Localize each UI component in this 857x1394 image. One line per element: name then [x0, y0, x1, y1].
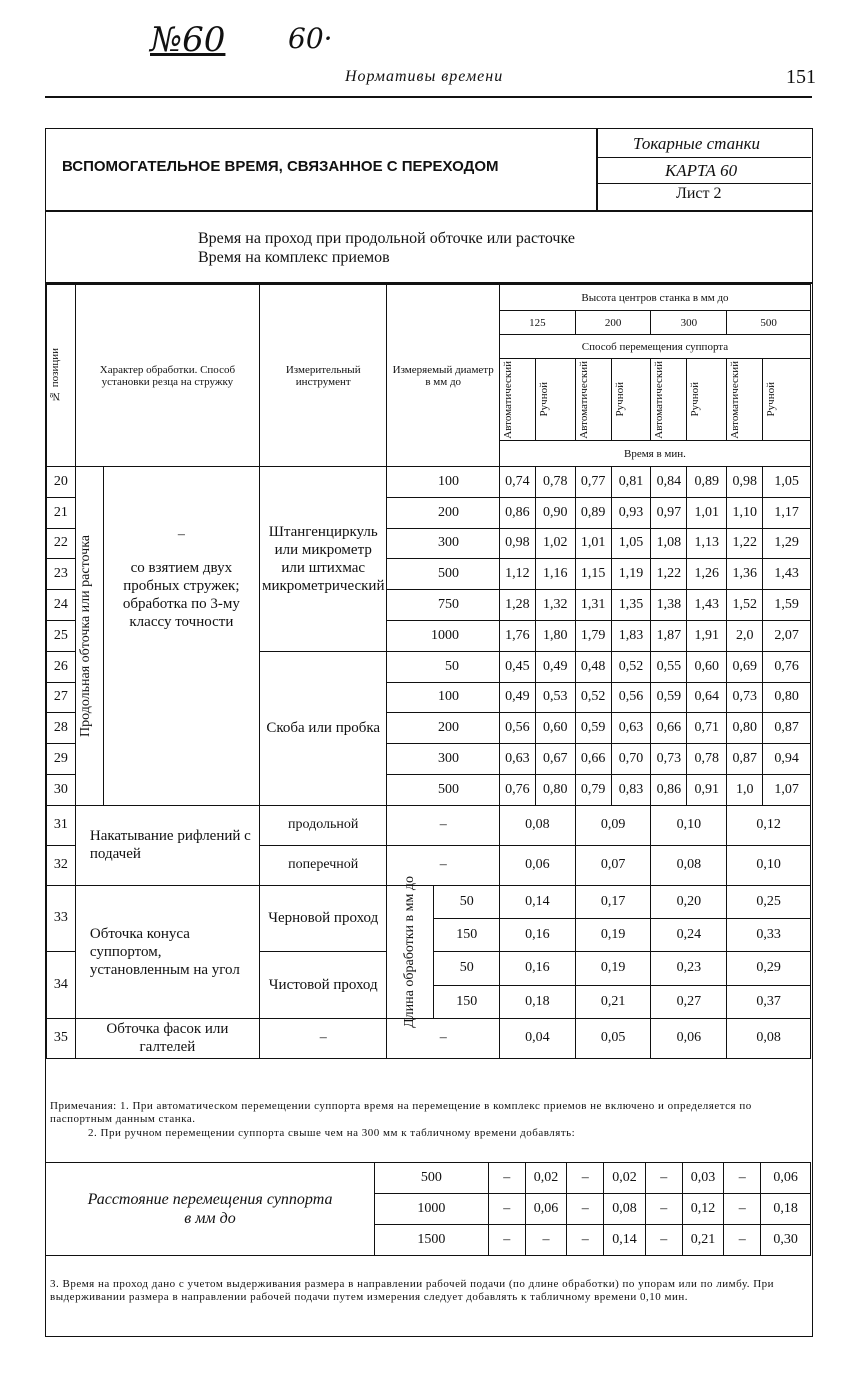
position-number: 22	[47, 528, 76, 559]
time-value: 0,63	[611, 713, 651, 744]
time-unit: Время в мин.	[499, 441, 810, 467]
time-value: 0,07	[575, 845, 651, 885]
time-value: –	[645, 1194, 682, 1225]
category-rule	[598, 157, 811, 158]
time-value: 0,78	[687, 744, 727, 775]
time-value: 0,19	[575, 918, 651, 951]
time-value: 2,0	[727, 620, 763, 651]
col-pos-header: № позиции	[47, 285, 76, 467]
time-value: 0,37	[727, 985, 811, 1018]
note-3: 3. Время на проход дано с учетом выдерживания размера в направлении рабочей подачи (по длине обработки) по упорам или по лимбу. При выдерживании размера в направлении рабочей подачи путем измерения следует добавлять к табличному времени 0,10 мин.	[50, 1278, 775, 1303]
diameter-value: 50	[387, 651, 499, 682]
time-value: 0,53	[535, 682, 575, 713]
time-value: 1,05	[763, 467, 811, 498]
time-value: 1,38	[651, 590, 687, 621]
time-value: 1,83	[611, 620, 651, 651]
heights-title: Высота центров станка в мм до	[499, 285, 810, 311]
title-bottom-rule	[45, 210, 812, 212]
table-row	[47, 467, 811, 498]
time-value: 0,29	[727, 951, 811, 985]
time-value: 1,32	[535, 590, 575, 621]
extra-label: Расстояние перемещения суппорта в мм до	[46, 1163, 375, 1256]
time-value: 1,0	[727, 774, 763, 805]
time-value: –	[567, 1163, 604, 1194]
position-number: 34	[47, 951, 76, 1018]
time-value: 0,30	[761, 1225, 811, 1256]
height-500: 500	[727, 311, 811, 335]
time-value: 0,16	[499, 918, 575, 951]
card-number: КАРТА 60	[665, 161, 738, 180]
group4-label: Обточка фасок или галтелей	[75, 1018, 259, 1058]
group3-rough-pass: Черновой проход	[259, 885, 387, 951]
page-number: 151	[786, 66, 816, 88]
position-number: 24	[47, 590, 76, 621]
method-auto-300: Автоматический	[651, 359, 687, 441]
distance-value: 1000	[375, 1194, 489, 1225]
extra-table	[46, 1162, 811, 1256]
time-value: –	[724, 1163, 761, 1194]
method-title: Способ перемещения суппорта	[499, 335, 810, 359]
header-rule	[45, 96, 812, 98]
time-value: 1,43	[763, 559, 811, 590]
time-value: –	[525, 1225, 566, 1256]
time-value: 0,08	[651, 845, 727, 885]
length-label: Длина обработки в мм до	[402, 875, 418, 1028]
diameter-value: 500	[387, 559, 499, 590]
diameter-value: –	[387, 845, 499, 885]
time-value: 0,69	[727, 651, 763, 682]
time-value: 1,10	[727, 497, 763, 528]
time-value: 0,79	[575, 774, 611, 805]
time-value: 1,80	[535, 620, 575, 651]
time-value: 0,08	[499, 805, 575, 845]
position-number: 33	[47, 885, 76, 951]
diameter-value: –	[387, 1018, 499, 1058]
time-value: 0,06	[761, 1163, 811, 1194]
position-number: 23	[47, 559, 76, 590]
card-number-rule	[598, 183, 811, 184]
method-auto-200: Автоматический	[575, 359, 611, 441]
time-value: 1,28	[499, 590, 535, 621]
time-value: 0,90	[535, 497, 575, 528]
time-value: 0,94	[763, 744, 811, 775]
time-value: 1,29	[763, 528, 811, 559]
time-value: 0,87	[763, 713, 811, 744]
time-value: 0,56	[611, 682, 651, 713]
time-value: 0,14	[499, 885, 575, 918]
sheet-number: Лист 2	[676, 185, 722, 202]
time-value: 0,81	[611, 467, 651, 498]
group2-feed-type: поперечной	[259, 845, 387, 885]
time-value: 0,33	[727, 918, 811, 951]
position-number: 25	[47, 620, 76, 651]
time-value: 0,25	[727, 885, 811, 918]
diameter-value: 300	[387, 528, 499, 559]
time-value: 0,76	[763, 651, 811, 682]
time-value: 0,97	[651, 497, 687, 528]
time-value: 0,48	[575, 651, 611, 682]
col-instrument-header: Измерительный инструмент	[259, 285, 387, 467]
time-value: 1,43	[687, 590, 727, 621]
diameter-value: 500	[387, 774, 499, 805]
time-value: 0,18	[499, 985, 575, 1018]
group1-instrument-a: Штангенциркуль или микрометр или штихмас микрометрический	[259, 467, 387, 652]
subtitle-pass: Время на проход при продольной обточке или расточке	[198, 230, 575, 247]
time-value: 0,87	[727, 744, 763, 775]
diameter-value: 100	[387, 467, 499, 498]
table-row	[47, 805, 811, 845]
time-value: 1,08	[651, 528, 687, 559]
card-title: ВСПОМОГАТЕЛЬНОЕ ВРЕМЯ, СВЯЗАННОЕ С ПЕРЕХОДОМ	[62, 158, 499, 175]
time-value: 0,14	[604, 1225, 645, 1256]
time-value: 1,15	[575, 559, 611, 590]
handwritten-card-number: №60	[150, 20, 226, 60]
position-number: 32	[47, 845, 76, 885]
time-value: 0,67	[535, 744, 575, 775]
time-value: 0,78	[535, 467, 575, 498]
time-value: 0,49	[499, 682, 535, 713]
time-value: 0,83	[611, 774, 651, 805]
time-value: 1,79	[575, 620, 611, 651]
table-row	[47, 885, 811, 918]
time-value: 2,07	[763, 620, 811, 651]
time-value: –	[488, 1194, 525, 1225]
group3-length-cell	[387, 875, 499, 1028]
col-diameter-header: Измеряемый диаметр в мм до	[387, 285, 499, 467]
time-value: 0,66	[575, 744, 611, 775]
length-value: 150	[456, 993, 478, 1009]
diameter-value: 300	[387, 744, 499, 775]
table-row	[47, 1018, 811, 1058]
time-value: 0,17	[575, 885, 651, 918]
diameter-value: 200	[387, 713, 499, 744]
time-value: –	[488, 1163, 525, 1194]
height-300: 300	[651, 311, 727, 335]
time-value: 1,17	[763, 497, 811, 528]
time-value: 0,60	[687, 651, 727, 682]
time-value: 0,08	[604, 1194, 645, 1225]
time-value: 0,63	[499, 744, 535, 775]
diameter-value: 100	[387, 682, 499, 713]
group2-feed-type: продольной	[259, 805, 387, 845]
time-value: 0,06	[499, 845, 575, 885]
time-value: –	[724, 1225, 761, 1256]
running-title: Нормативы времени	[345, 68, 504, 85]
time-value: 0,08	[727, 1018, 811, 1058]
time-value: 0,86	[499, 497, 535, 528]
length-value: 50	[434, 886, 498, 919]
time-value: 0,27	[651, 985, 727, 1018]
time-value: 1,87	[651, 620, 687, 651]
time-value: 1,26	[687, 559, 727, 590]
group2-label: Накатывание рифлений с подачей	[75, 805, 259, 885]
time-value: 0,59	[651, 682, 687, 713]
instrument-value: –	[259, 1018, 387, 1058]
time-value: 1,52	[727, 590, 763, 621]
group1-instrument-b: Скоба или пробка	[259, 651, 387, 805]
time-value: –	[645, 1225, 682, 1256]
time-value: 1,01	[575, 528, 611, 559]
time-value: 0,04	[499, 1018, 575, 1058]
time-value: 0,74	[499, 467, 535, 498]
method-manual-300: Ручной	[687, 359, 727, 441]
time-value: 0,55	[651, 651, 687, 682]
method-manual-500: Ручной	[763, 359, 811, 441]
time-value: 0,21	[682, 1225, 723, 1256]
time-value: 1,31	[575, 590, 611, 621]
diameter-value: –	[387, 805, 499, 845]
length-value: 50	[434, 952, 498, 985]
method-manual-125: Ручной	[535, 359, 575, 441]
time-value: 1,59	[763, 590, 811, 621]
col-character-header: Характер обработки. Способ установки резца на стружку	[75, 285, 259, 467]
diameter-value: 1000	[387, 620, 499, 651]
time-value: 0,98	[499, 528, 535, 559]
time-value: 0,21	[575, 985, 651, 1018]
main-table	[46, 284, 811, 1059]
group3-finish-pass: Чистовой проход	[259, 951, 387, 1018]
time-value: 1,22	[727, 528, 763, 559]
method-auto-500: Автоматический	[727, 359, 763, 441]
time-value: 0,86	[651, 774, 687, 805]
time-value: 0,06	[651, 1018, 727, 1058]
time-value: 0,59	[575, 713, 611, 744]
method-manual-200: Ручной	[611, 359, 651, 441]
time-value: –	[488, 1225, 525, 1256]
time-value: –	[567, 1225, 604, 1256]
time-value: 1,02	[535, 528, 575, 559]
time-value: 0,60	[535, 713, 575, 744]
position-number: 28	[47, 713, 76, 744]
time-value: –	[645, 1163, 682, 1194]
group2-body	[47, 805, 811, 885]
time-value: 0,12	[727, 805, 811, 845]
time-value: 1,16	[535, 559, 575, 590]
time-value: 0,84	[651, 467, 687, 498]
time-value: 0,98	[727, 467, 763, 498]
time-value: 0,02	[525, 1163, 566, 1194]
note-2: 2. При ручном перемещении суппорта свыше чем на 300 мм к табличному времени добавлять:	[88, 1127, 576, 1139]
position-number: 30	[47, 774, 76, 805]
diameter-value: 200	[387, 497, 499, 528]
time-value: 0,05	[575, 1018, 651, 1058]
time-value: 0,02	[604, 1163, 645, 1194]
time-value: 1,76	[499, 620, 535, 651]
time-value: –	[724, 1194, 761, 1225]
position-number: 29	[47, 744, 76, 775]
time-value: 0,93	[611, 497, 651, 528]
time-value: 0,03	[682, 1163, 723, 1194]
time-value: 0,10	[727, 845, 811, 885]
time-value: 0,91	[687, 774, 727, 805]
length-value: 150	[434, 919, 498, 952]
group4-body	[47, 1018, 811, 1058]
group3-body	[47, 875, 811, 1028]
time-value: 0,19	[575, 951, 651, 985]
time-value: 0,73	[727, 682, 763, 713]
distance-value: 1500	[375, 1225, 489, 1256]
time-value: 0,52	[611, 651, 651, 682]
time-value: 0,89	[575, 497, 611, 528]
time-value: 0,18	[761, 1194, 811, 1225]
note-1: Примечания: 1. При автоматическом перемещении суппорта время на перемещение в комплекс приемов не включено и определяется по паспортным данным станка.	[50, 1100, 752, 1125]
time-value: 0,66	[651, 713, 687, 744]
time-value: 0,49	[535, 651, 575, 682]
time-value: –	[567, 1194, 604, 1225]
time-value: 1,19	[611, 559, 651, 590]
time-value: 1,01	[687, 497, 727, 528]
time-value: 0,45	[499, 651, 535, 682]
time-value: 0,12	[682, 1194, 723, 1225]
height-200: 200	[575, 311, 651, 335]
distance-value: 500	[375, 1163, 489, 1194]
time-value: 0,76	[499, 774, 535, 805]
time-value: 1,91	[687, 620, 727, 651]
group1-character: – со взятием двух пробных стружек; обработка по 3-му классу точности	[103, 467, 259, 806]
diameter-value: 750	[387, 590, 499, 621]
height-125: 125	[499, 311, 575, 335]
title-divider-v	[596, 128, 598, 210]
table-row	[46, 1163, 811, 1194]
time-value: 0,16	[499, 951, 575, 985]
position-number: 27	[47, 682, 76, 713]
time-value: 0,73	[651, 744, 687, 775]
position-number: 35	[47, 1018, 76, 1058]
time-value: 1,07	[763, 774, 811, 805]
time-value: 0,09	[575, 805, 651, 845]
time-value: 1,12	[499, 559, 535, 590]
position-number: 20	[47, 467, 76, 498]
time-value: 0,77	[575, 467, 611, 498]
time-value: 0,20	[651, 885, 727, 918]
time-value: 0,80	[727, 713, 763, 744]
subtitle-complex: Время на комплекс приемов	[198, 249, 390, 266]
group1-side-label: Продольная обточка или расточка	[75, 467, 103, 806]
time-value: 1,22	[651, 559, 687, 590]
card-category: Токарные станки	[633, 134, 761, 153]
time-value: 0,70	[611, 744, 651, 775]
time-value: 0,80	[535, 774, 575, 805]
method-auto-125: Автоматический	[499, 359, 535, 441]
group3-label: Обточка конуса суппортом, установленным на угол	[75, 885, 259, 1018]
handwritten-note: 60·	[288, 22, 333, 55]
position-number: 21	[47, 497, 76, 528]
time-value: 1,36	[727, 559, 763, 590]
time-value: 1,13	[687, 528, 727, 559]
time-value: 1,35	[611, 590, 651, 621]
time-value: 1,05	[611, 528, 651, 559]
position-number: 26	[47, 651, 76, 682]
group1-body	[47, 467, 811, 806]
time-value: 0,23	[651, 951, 727, 985]
position-number: 31	[47, 805, 76, 845]
time-value: 0,24	[651, 918, 727, 951]
time-value: 0,80	[763, 682, 811, 713]
time-value: 0,89	[687, 467, 727, 498]
time-value: 0,71	[687, 713, 727, 744]
time-value: 0,10	[651, 805, 727, 845]
time-value: 0,52	[575, 682, 611, 713]
time-value: 0,56	[499, 713, 535, 744]
time-value: 0,64	[687, 682, 727, 713]
time-value: 0,06	[525, 1194, 566, 1225]
